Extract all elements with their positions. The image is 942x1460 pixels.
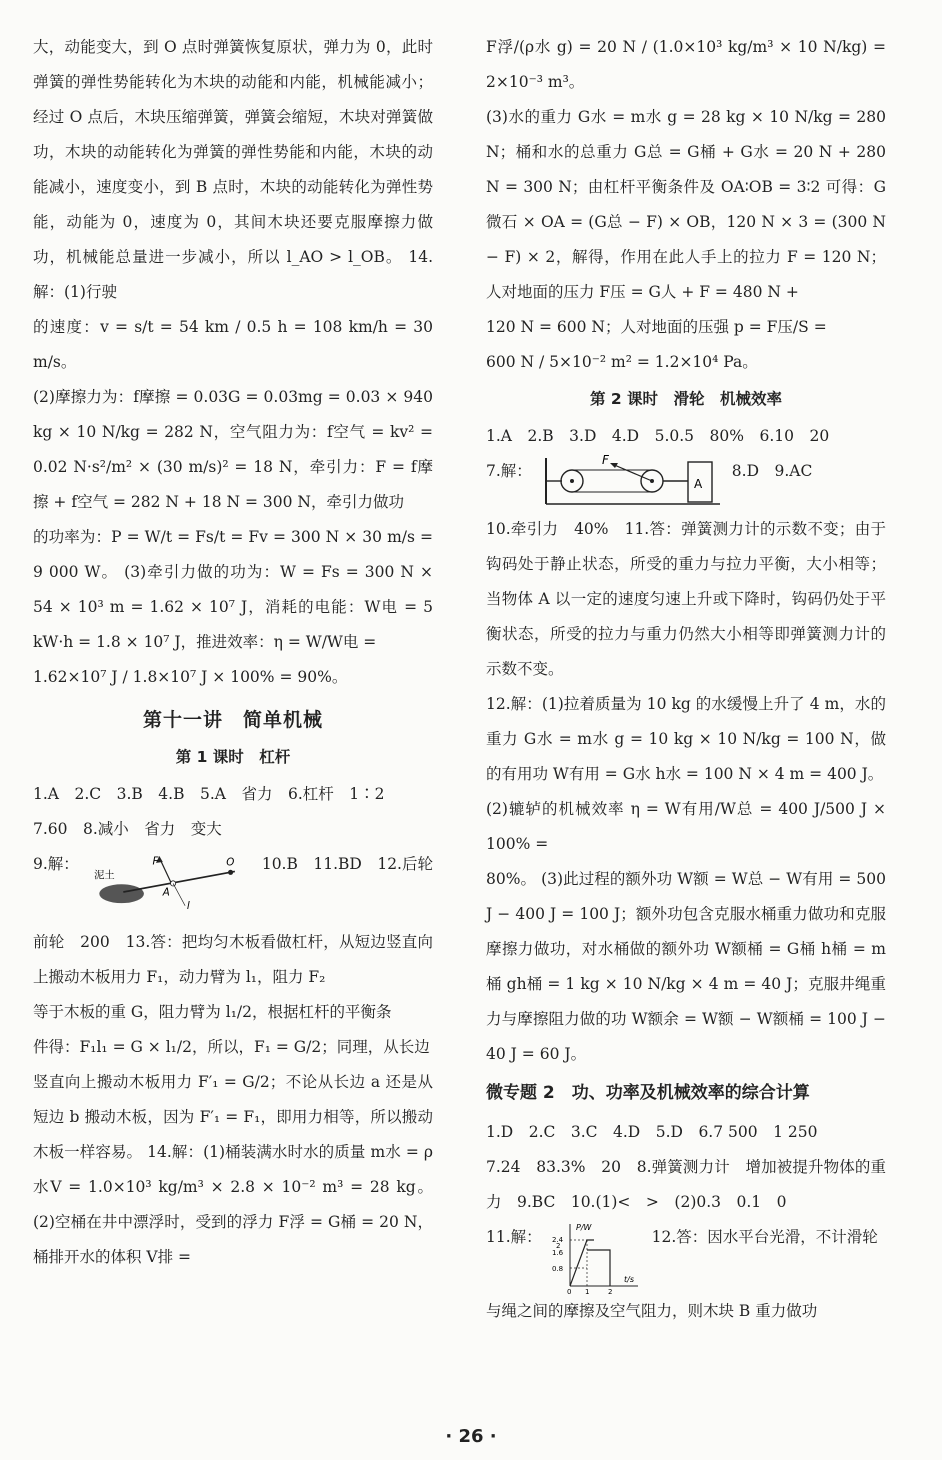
page-number: · 26 · bbox=[445, 1426, 497, 1447]
soil-pile bbox=[99, 884, 144, 903]
question-9-row bbox=[33, 847, 433, 925]
question-11-label: 11.解： bbox=[486, 1228, 542, 1246]
left-paragraph-9: 竖直向上搬动木板用力 F′₁ = G/2；不论从长边 a 还是从短边 b 搬动木板，因为 F′₁ = F₁，即用力相等，所以搬动木板一样容易。 14.解：(1)桶装满水时水的质量 m水 = ρ水V = 1.0×10³ kg/m³ × 2.8 × 10⁻² m³ = 28 kg。 (2)空桶在井中漂浮时，受到的浮力 F浮 = G桶 = 20 N，桶排开水的体积 V排 = bbox=[33, 1073, 433, 1266]
right-paragraph-9: 与绳之间的摩擦及空气阻力，则木块 B 重力做功 bbox=[486, 1302, 818, 1320]
lesson-1-answers-2: 7.60 8.减小 省力 变大 bbox=[33, 820, 222, 838]
question-7-label: 7.解： bbox=[486, 462, 532, 480]
soil-label: 泥土 bbox=[93, 869, 115, 882]
left-paragraph-8: 件得：F₁l₁ = G × l₁/2，所以，F₁ = G/2；同理，从长边 bbox=[33, 1038, 430, 1056]
left-column bbox=[33, 30, 433, 1275]
right-paragraph-6: 12.解：(1)拉着质量为 10 kg 的水缓慢上升了 4 m，水的重力 G水 = m水 g = 10 kg × 10 N/kg = 100 N，做的有用功 W有用 = G水 h水 = 100 N × 4 m = 400 J。 bbox=[486, 695, 886, 783]
question-7-row bbox=[486, 454, 886, 512]
block-a-label: A bbox=[693, 477, 703, 491]
point-a-label: A bbox=[162, 886, 170, 899]
power-ramp bbox=[570, 1240, 594, 1286]
right-paragraph-1: F浮/(ρ水 g) = 20 N / (1.0×10³ kg/m³ × 10 N/kg) = 2×10⁻³ m³。 bbox=[486, 38, 886, 91]
right-column bbox=[486, 30, 886, 1329]
question-9-label: 9.解： bbox=[33, 855, 79, 873]
y-tick-2-4: 2.4 bbox=[551, 1236, 563, 1244]
lever-bar bbox=[123, 871, 235, 892]
special-answers-2: 7.24 83.3% 20 8.弹簧测力计 增加被提升物体的重力 9.BC 10.(1)< > (2)0.3 0.1 0 bbox=[486, 1158, 886, 1211]
point-o bbox=[228, 870, 233, 875]
y-tick-0-8: 0.8 bbox=[551, 1265, 563, 1273]
lecture-title: 第十一讲 简单机械 bbox=[142, 709, 323, 731]
lesson-1-answers-1: 1.A 2.C 3.B 4.B 5.A 省力 6.杠杆 1∶2 bbox=[33, 785, 385, 803]
left-paragraph-4: 的功率为：P = W/t = Fs/t = Fv = 300 N × 30 m/s = 9 000 W。 (3)牵引力做的功为：W = Fs = 300 N × 54 × 10³ m = 1.62 × 10⁷ J，消耗的电能：W电 = 5 kW·h = 1.8 × 10⁷ J，推进效率：η = W/W电 = bbox=[33, 528, 433, 651]
x-tick-1: 1 bbox=[584, 1288, 590, 1294]
power-step bbox=[587, 1250, 610, 1286]
answers-8-9: 8.D 9.AC bbox=[731, 462, 813, 480]
left-paragraph-6: 前轮 200 13.答：把均匀木板看做杠杆，从短边竖直向上搬动木板用力 F₁，动力臂为 l₁，阻力 F₂ bbox=[33, 933, 433, 986]
arm-label: l bbox=[186, 900, 190, 913]
left-paragraph-3: (2)摩擦力为：f摩擦 = 0.03G = 0.03mg = 0.03 × 940 kg × 10 N/kg = 282 N，空气阻力为：f空气 = kv² = 0.02 N·s²/m² × (30 m/s)² = 18 N，牵引力：F = f摩擦 + f空气 = 282 N + 18 N = 300 N，牵引力做功 bbox=[33, 388, 433, 511]
lever-diagram bbox=[89, 847, 252, 925]
pull-force-label: F bbox=[601, 454, 609, 467]
right-paragraph-8: 80%。 (3)此过程的额外功 W额 = W总 − W有用 = 500 J − 400 J = 100 J；额外功包含克服水桶重力做功和克服摩擦力做功，对水桶做的额外功 W额桶 = G桶 h桶 = m桶 gh桶 = 1 kg × 10 N/kg × 4 m = 40 J；克服井绳重力与摩擦阻力做的功 W额余 = W额 − W额桶 = 100 J − 40 J = 60 J。 bbox=[486, 870, 886, 1063]
y-tick-2: 2 bbox=[555, 1242, 561, 1250]
power-time-graph bbox=[552, 1220, 642, 1294]
pulley-diagram bbox=[542, 454, 722, 512]
answers-10-12: 10.B 11.BD 12.后轮 bbox=[261, 855, 433, 873]
left-paragraph-2: 的速度：v = s/t = 54 km / 0.5 h = 108 km/h = 30 m/s。 bbox=[33, 318, 433, 371]
right-paragraph-7: (2)辘轳的机械效率 η = W有用/W总 = 400 J/500 J × 100% = bbox=[486, 800, 886, 853]
force-label: F bbox=[152, 855, 159, 868]
point-o-label: O bbox=[226, 856, 235, 869]
special-topic-title: 微专题 2 功、功率及机械效率的综合计算 bbox=[486, 1083, 810, 1103]
lesson-1-title: 第 1 课时 杠杆 bbox=[175, 748, 291, 766]
question-12-text: 12.答：因水平台光滑，不计滑轮 bbox=[651, 1228, 878, 1246]
lesson-2-title: 第 2 课时 滑轮 机械效率 bbox=[589, 390, 783, 408]
x-axis-label: t/s bbox=[623, 1275, 634, 1284]
question-11-row bbox=[486, 1220, 886, 1294]
y-axis-label: P/W bbox=[575, 1223, 592, 1232]
point-a bbox=[170, 881, 175, 886]
right-paragraph-3: 120 N = 600 N；人对地面的压强 p = F压/S = bbox=[486, 318, 827, 336]
special-answers-1: 1.D 2.C 3.C 4.D 5.D 6.7 500 1 250 bbox=[486, 1123, 818, 1141]
left-paragraph-5: 1.62×10⁷ J / 1.8×10⁷ J × 100% = 90%。 bbox=[33, 668, 348, 686]
right-paragraph-4: 600 N / 5×10⁻² m² = 1.2×10⁴ Pa。 bbox=[486, 353, 758, 371]
lesson-2-answers-1: 1.A 2.B 3.D 4.D 5.0.5 80% 6.10 20 bbox=[486, 427, 830, 445]
fixed-pulley-axle bbox=[570, 479, 574, 483]
right-paragraph-5: 10.牵引力 40% 11.答：弹簧测力计的示数不变；由于钩码处于静止状态，所受的重力与拉力平衡，大小相等；当物体 A 以一定的速度匀速上升或下降时，钩码仍处于平衡状态，所受的拉力与重力仍然大小相等即弹簧测力计的示数不变。 bbox=[486, 520, 886, 678]
x-tick-0: 0 bbox=[566, 1288, 572, 1294]
arm-line bbox=[173, 883, 185, 905]
y-tick-1-6: 1.6 bbox=[551, 1249, 563, 1257]
right-paragraph-2: (3)水的重力 G水 = m水 g = 28 kg × 10 N/kg = 280 N；桶和水的总重力 G总 = G桶 + G水 = 20 N + 280 N = 300 N；由杠杆平衡条件及 OA∶OB = 3∶2 可得：G微石 × OA = (G总 − F) × OB，120 N × 3 = (300 N − F) × 2，解得，作用在此人手上的拉力 F = 120 N；人对地面的压力 F压 = G人 + F = 480 N + bbox=[486, 108, 886, 301]
left-paragraph-7: 等于木板的重 G，阻力臂为 l₁/2，根据杠杆的平衡条 bbox=[33, 1003, 392, 1021]
x-tick-2: 2 bbox=[607, 1288, 613, 1294]
left-paragraph-1: 大，动能变大，到 O 点时弹簧恢复原状，弹力为 0，此时弹簧的弹性势能转化为木块的动能和内能，机械能减小；经过 O 点后，木块压缩弹簧，弹簧会缩短，木块对弹簧做功，木块的动能转化为弹簧的弹性势能和内能，木块的动能减小，速度变小，到 B 点时，木块的动能转化为弹性势能，动能为 0，速度为 0，其间木块还要克服摩擦力做功，机械能总量进一步减小，所以 l_AO > l_OB。 14.解：(1)行驶 bbox=[33, 38, 433, 301]
